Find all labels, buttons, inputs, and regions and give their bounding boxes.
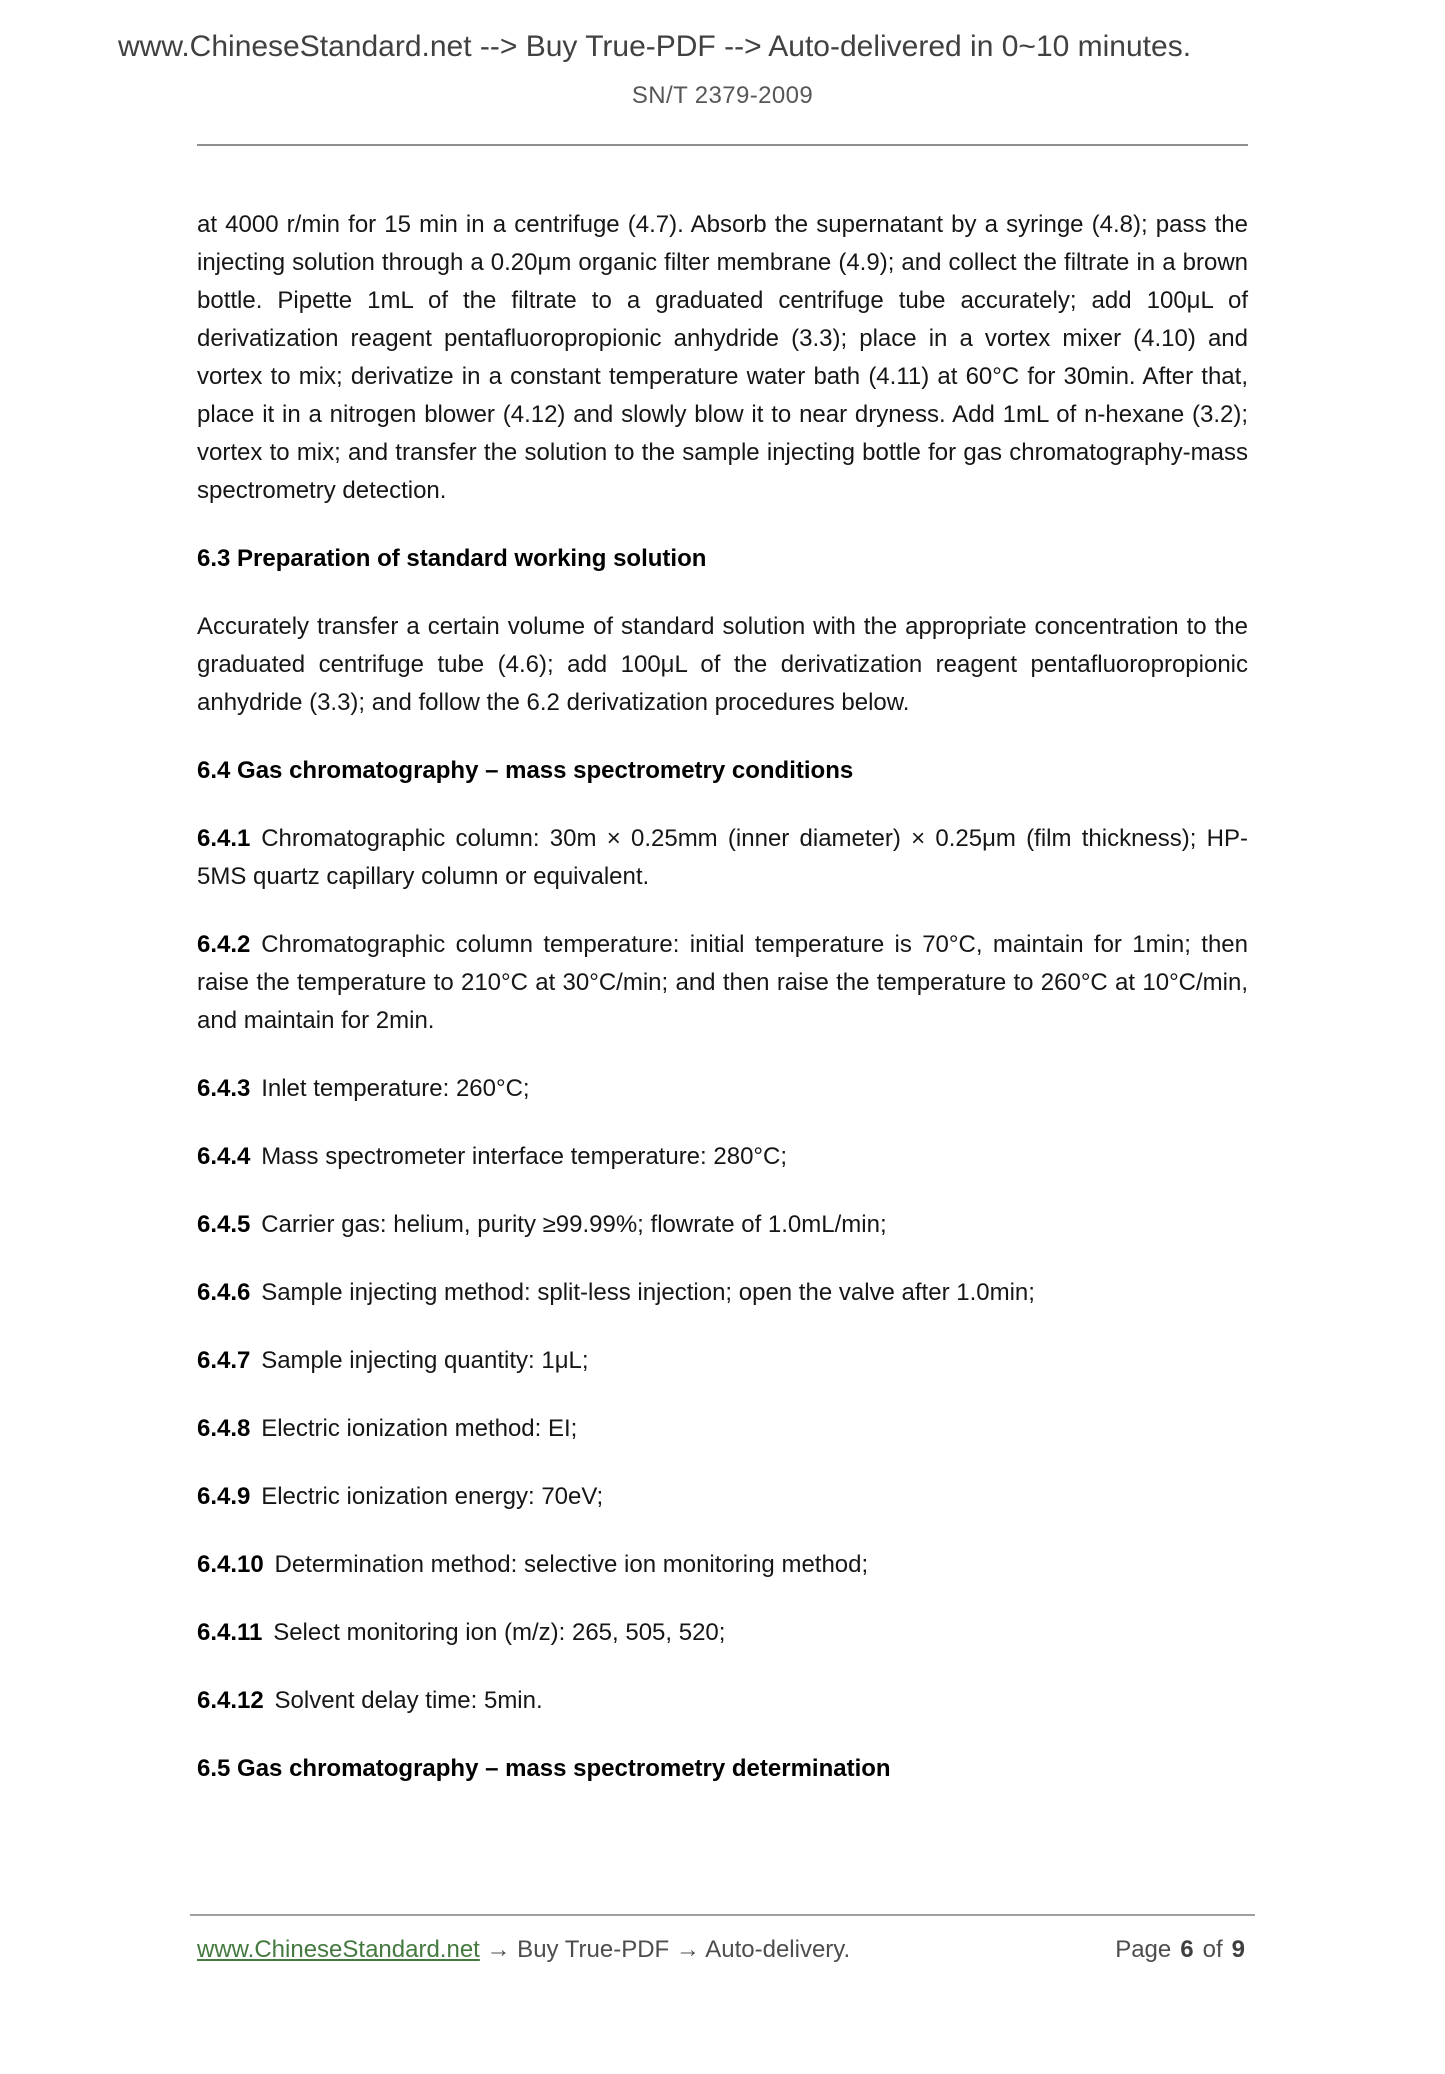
clause-6-4-9	[197, 1478, 1248, 1516]
document-page	[0, 30, 1445, 1963]
clause-6-4-6	[197, 1274, 1248, 1312]
clause-text: Sample injecting method: split-less injection; open the valve after 1.0min;	[261, 1279, 1035, 1306]
clause-6-4-2	[197, 926, 1248, 1040]
paragraph-derivatization: at 4000 r/min for 15 min in a centrifuge (4.7). Absorb the supernatant by a syringe (4.8); pass the injecting solution through a 0.20μm organic filter membrane (4.9); and collect the filtrate in a brown bottle. Pipette 1mL of the filtrate to a graduated centrifuge tube accurately; add 100μL of derivatization reagent pentafluoropropionic anhydride (3.3); place in a vortex mixer (4.10) and vortex to mix; derivatize in a constant temperature water bath (4.11) at 60°C for 30min. After that, place it in a nitrogen blower (4.12) and slowly blow it to near dryness. Add 1mL of n-hexane (3.2); vortex to mix; and transfer the solution to the sample injecting bottle for gas chromatography-mass spectrometry detection.	[197, 211, 1248, 504]
clause-text: Chromatographic column: 30m × 0.25mm (inner diameter) × 0.25μm (film thickness); HP-5MS quartz capillary column or equivalent.	[197, 825, 1248, 890]
footer-rule	[190, 1914, 1255, 1916]
clause-6-4-5	[197, 1206, 1248, 1244]
clause-number: 6.4.9	[197, 1483, 251, 1510]
clause-6-4-7	[197, 1342, 1248, 1380]
clause-text: Chromatographic column temperature: initial temperature is 70°C, maintain for 1min; then raise the temperature to 210°C at 30°C/min; and then raise the temperature to 260°C at 10°C/min, and maintain for 2min.	[197, 931, 1248, 1034]
heading-6-4: 6.4 Gas chromatography – mass spectrometry conditions	[197, 757, 854, 784]
clause-6-4-11	[197, 1614, 1248, 1652]
footer-tagline: → Buy True-PDF → Auto-delivery.	[479, 1936, 851, 1963]
clause-text: Electric ionization method: EI;	[261, 1415, 578, 1442]
clause-number: 6.4.2	[197, 931, 251, 958]
footer-breadcrumb	[197, 1936, 850, 1964]
clause-6-4-10	[197, 1546, 1248, 1584]
clause-number: 6.4.12	[197, 1687, 264, 1714]
document-content	[197, 206, 1248, 1788]
heading-6-3: 6.3 Preparation of standard working solution	[197, 545, 707, 572]
site-banner: www.ChineseStandard.net --> Buy True-PDF --> Auto-delivered in 0~10 minutes.	[118, 30, 1192, 63]
clause-number: 6.4.1	[197, 825, 251, 852]
clause-text: Sample injecting quantity: 1μL;	[261, 1347, 589, 1374]
page-current: 6	[1180, 1936, 1194, 1963]
clause-text: Solvent delay time: 5min.	[274, 1687, 543, 1714]
clause-text: Electric ionization energy: 70eV;	[261, 1483, 604, 1510]
header-rule	[197, 144, 1248, 146]
clause-number: 6.4.7	[197, 1347, 251, 1374]
page-total: 9	[1231, 1936, 1245, 1963]
clause-number: 6.4.4	[197, 1143, 251, 1170]
clause-number: 6.4.10	[197, 1551, 264, 1578]
page-label: Page	[1115, 1936, 1172, 1963]
clause-6-4-1	[197, 820, 1248, 896]
clause-number: 6.4.3	[197, 1075, 251, 1102]
footer-site-link[interactable]: www.ChineseStandard.net	[197, 1936, 480, 1963]
clause-6-4-4	[197, 1138, 1248, 1176]
page-footer	[0, 1914, 1445, 1964]
page-indicator	[1106, 1936, 1245, 1964]
clause-number: 6.4.8	[197, 1415, 251, 1442]
page-of-label: of	[1202, 1936, 1223, 1963]
clause-text: Select monitoring ion (m/z): 265, 505, 520;	[273, 1619, 726, 1646]
clause-text: Carrier gas: helium, purity ≥99.99%; flowrate of 1.0mL/min;	[261, 1211, 887, 1238]
clause-number: 6.4.5	[197, 1211, 251, 1238]
doc-number: SN/T 2379-2009	[631, 82, 814, 109]
clause-6-4-12	[197, 1682, 1248, 1720]
clause-6-4-3	[197, 1070, 1248, 1108]
clause-text: Inlet temperature: 260°C;	[261, 1075, 530, 1102]
clause-text: Determination method: selective ion monitoring method;	[274, 1551, 869, 1578]
heading-6-5: 6.5 Gas chromatography – mass spectrometry determination	[197, 1755, 891, 1782]
clause-6-4-8	[197, 1410, 1248, 1448]
clause-number: 6.4.6	[197, 1279, 251, 1306]
clause-text: Mass spectrometer interface temperature: 280°C;	[261, 1143, 788, 1170]
paragraph-standard-solution: Accurately transfer a certain volume of standard solution with the appropriate concentration to the graduated centrifuge tube (4.6); add 100μL of the derivatization reagent pentafluoropropionic anhydride (3.3); and follow the 6.2 derivatization procedures below.	[197, 613, 1248, 716]
clause-number: 6.4.11	[197, 1619, 263, 1646]
